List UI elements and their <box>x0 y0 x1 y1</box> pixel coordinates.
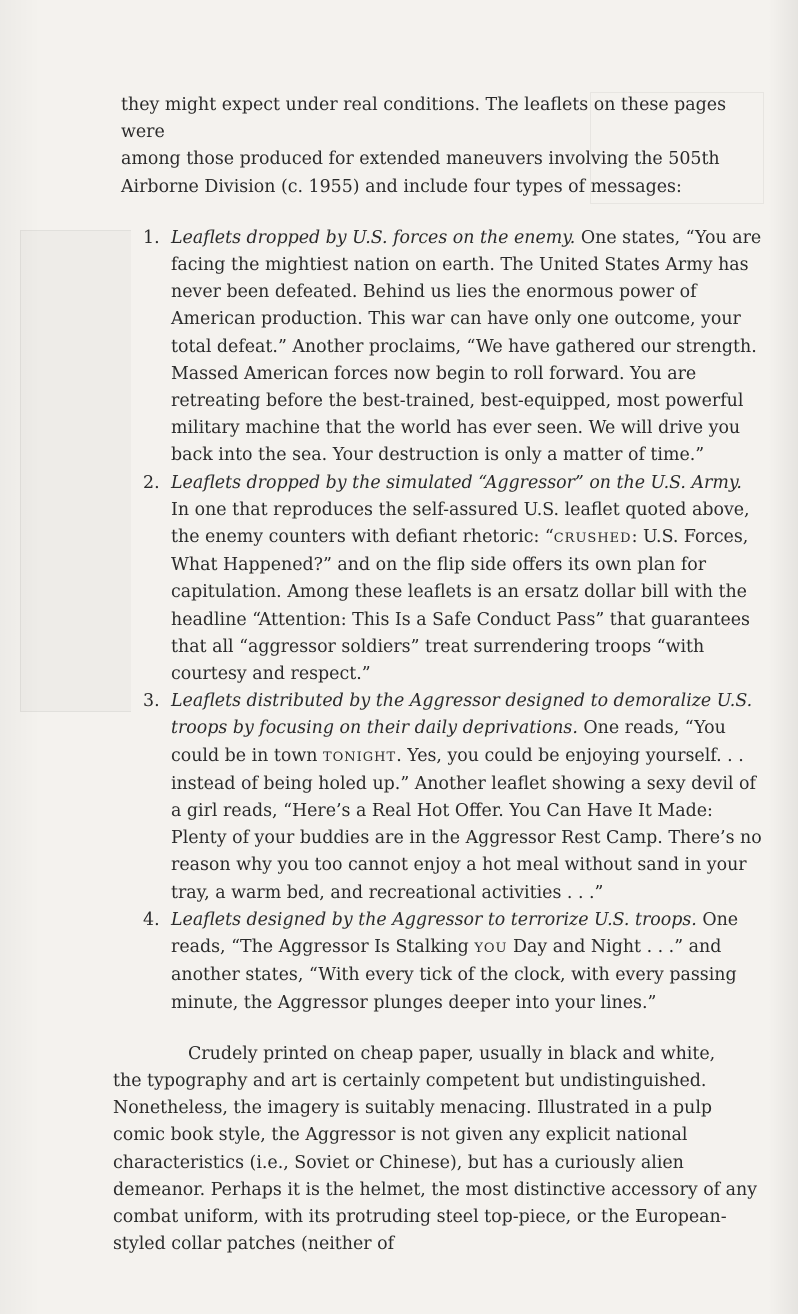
item-number: 1. <box>143 227 160 248</box>
small-caps-word: CRUSHED <box>553 531 632 547</box>
item-text: . Yes, you could be enjoying yourself. . . instead of being holed up.” Another leaflet showing a sexy devil of a girl reads, “Here’s a Real Hot Offer. You Can Have It Made: Plenty of your buddies are in the Aggressor Rest Camp. There’s no reason why you too cannot enjoy a hot meal without sand in your tray, a warm bed, and recreational activities . . .” <box>171 745 762 903</box>
item-lead: Leaflets dropped by the simulated “Aggressor” on the U.S. Army. <box>171 472 742 493</box>
closing-rest: the typography and art is certainly competent but undistinguished. Nonetheless, the imagery is suitably menacing. Illustrated in a pulp comic book style, the Aggressor is not given any explicit national characteristics (i.e., Soviet or Chinese), but has a curiously alien demeanor. Perhaps it is the helmet, the most distinctive accessory of any combat uniform, with its protruding steel top-piece, or the European-styled collar patches (neither of <box>113 1070 758 1255</box>
item-text: In one that reproduces the self-assured U.S. leaflet quoted above, the enemy counters with defiant rhetoric: “ <box>171 499 750 548</box>
list-item <box>118 470 762 689</box>
list-item <box>118 225 762 470</box>
item-text: One reads, “You could be in town <box>171 718 726 766</box>
item-lead: Leaflets designed by the Aggressor to terrorize U.S. troops. <box>171 909 697 930</box>
item-text: : U.S. Forces, What Happened?” and on the flip side offers its own plan for capitulation. Among these leaflets is an ersatz dollar bill with the headline “Attention: This Is a Safe Conduct Pass” that guarantees that all “aggressor soldiers” treat surrendering troops “with courtesy and respect.” <box>171 527 750 685</box>
closing-paragraph <box>113 1041 763 1259</box>
closing-first-line: Crudely printed on cheap paper, usually in black and white, <box>188 1043 716 1064</box>
item-number: 3. <box>143 691 160 712</box>
item-lead: Leaflets distributed by the Aggressor designed to demoralize U.S. troops by focusing on their daily deprivations. <box>171 691 753 739</box>
intro-paragraph <box>121 92 762 201</box>
item-lead: Leaflets dropped by U.S. forces on the enemy. <box>171 227 576 248</box>
intro-line-2: among those produced for extended maneuvers involving the 505th <box>121 149 720 170</box>
page-body <box>113 92 762 1258</box>
show-through-image <box>20 230 131 712</box>
item-text: Day and Night . . .” and another states, “With every tick of the clock, with every passing minute, the Aggressor plunges deeper into your lines.” <box>171 937 737 1013</box>
item-number: 4. <box>143 909 160 930</box>
intro-line-3: Airborne Division (c. 1955) and include four types of messages: <box>121 176 682 197</box>
item-number: 2. <box>143 472 160 493</box>
list-item <box>118 907 762 1017</box>
list-item <box>118 688 762 907</box>
small-caps-word: TONIGHT <box>322 749 397 765</box>
item-text: One reads, “The Aggressor Is Stalking <box>171 909 739 958</box>
intro-line-1: they might expect under real conditions. The leaflets on these pages were <box>121 95 726 143</box>
small-caps-word: YOU <box>474 941 508 957</box>
message-types-list <box>118 225 762 1017</box>
item-text: One states, “You are facing the mightiest nation on earth. The United States Army has never been defeated. Behind us lies the enormous power of American production. This war can have only one outcome, your total defeat.” Another proclaims, “We have gathered our strength. Massed American forces now begin to roll forward. You are retreating before the best-trained, best-equipped, most powerful military machine that the world has ever seen. We will drive you back into the sea. Your destruction is only a matter of time.” <box>171 227 762 466</box>
